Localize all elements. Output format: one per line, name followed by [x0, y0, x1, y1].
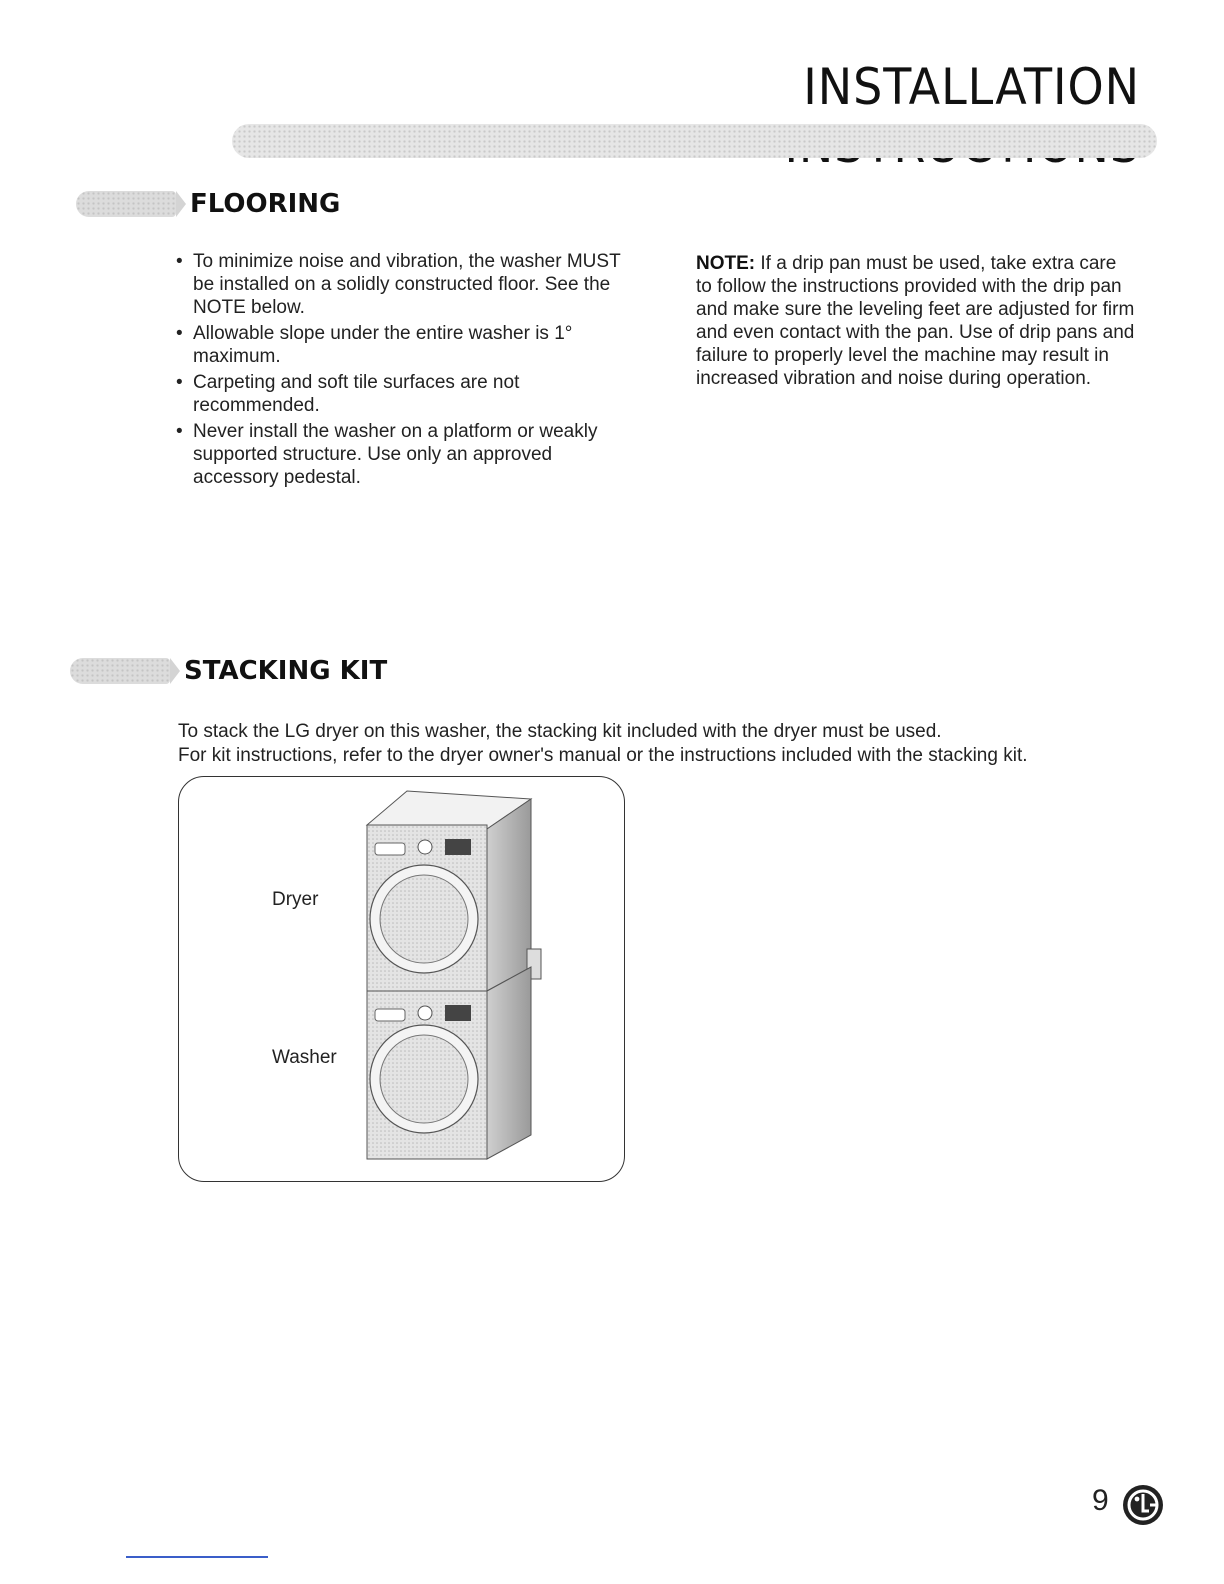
flooring-bullet-list [176, 250, 636, 492]
flooring-bullet: • Allowable slope under the entire washer is 1° maximum. [176, 322, 636, 368]
lg-logo-icon [1122, 1484, 1164, 1526]
dryer-unit-icon [367, 791, 541, 991]
flooring-bullet: • Never install the washer on a platform or weakly supported structure. Use only an approved accessory pedestal. [176, 420, 636, 489]
stacking-heading: STACKING KIT [184, 656, 388, 686]
stacking-section-header [70, 657, 387, 685]
flooring-bullet: • Carpeting and soft tile surfaces are not recommended. [176, 371, 636, 417]
footer-link-line [126, 1556, 268, 1558]
stacking-figure [178, 776, 625, 1182]
stacking-description [178, 720, 1138, 768]
flooring-section-header [76, 190, 340, 218]
flooring-heading: FLOORING [190, 189, 341, 219]
page-number: 9 [1092, 1484, 1109, 1517]
flooring-bullet: • To minimize noise and vibration, the washer MUST be installed on a solidly constructed floor. See the NOTE below. [176, 250, 636, 319]
stacking-line-2: For kit instructions, refer to the dryer owner's manual or the instructions included with the stacking kit. [178, 745, 1028, 766]
dryer-label: Dryer [272, 889, 319, 910]
washer-unit-icon [367, 967, 531, 1159]
section-marker-icon [70, 658, 170, 684]
stacked-appliances-illustration [179, 777, 624, 1181]
page-title: INSTALLATION [803, 58, 1140, 116]
stacking-line-1: To stack the LG dryer on this washer, the stacking kit included with the dryer must be used. [178, 721, 942, 742]
note-label: NOTE: [696, 253, 756, 274]
note-text: If a drip pan must be used, take extra care to follow the instructions provided with the drip pan and make sure the leveling feet are adjusted for firm and even contact with the pan. Use of drip pans and failure to properly level the machine may result in increased vibration and noise during operation. [696, 253, 1135, 389]
flooring-note [696, 252, 1136, 390]
section-marker-icon [76, 191, 176, 217]
title-decorative-bar [232, 124, 1157, 158]
washer-label: Washer [272, 1047, 337, 1068]
